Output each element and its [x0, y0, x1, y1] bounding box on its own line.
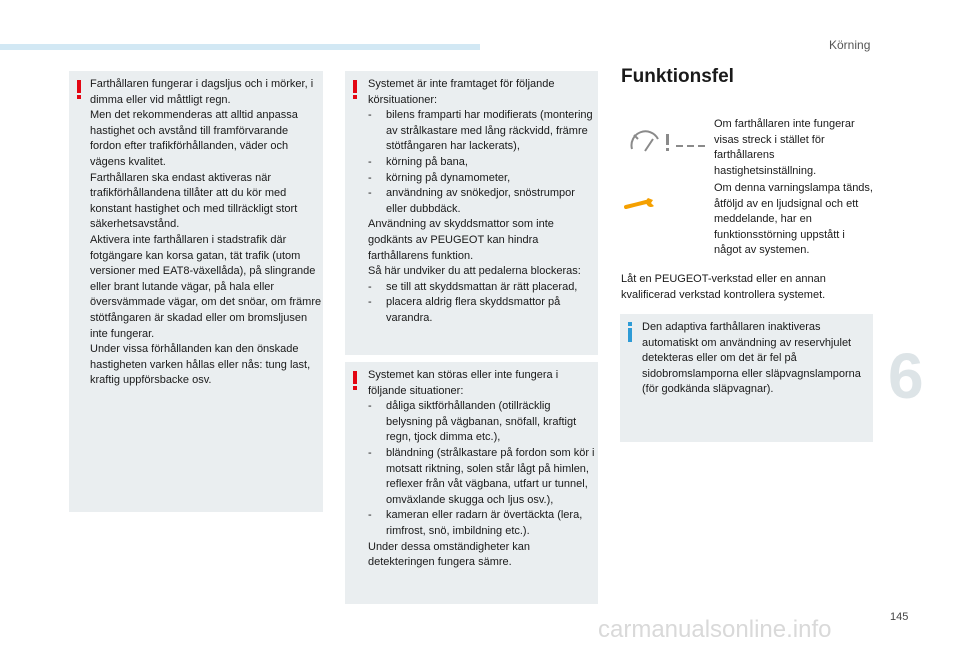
watermark: carmanualsonline.info — [598, 616, 832, 643]
page-number: 145 — [890, 611, 909, 623]
list-item: - kameran eller radarn är övertäckta (lera, rimfrost, snö, imbildning etc.). — [368, 508, 596, 539]
warning-icon — [351, 80, 359, 100]
service-advice: Låt en PEUGEOT-verkstad eller en annan kvalificerad verkstad kontrollera systemet. — [621, 273, 826, 301]
paragraph: Användning av skyddsmattor som inte godkänts av PEUGEOT kan hindra farthållarens funktion. — [368, 218, 554, 262]
paragraph: Under dessa omständigheter kan detekteringen fungera sämre. — [368, 540, 531, 569]
section-title: Körning — [829, 38, 871, 52]
chapter-number: 6 — [888, 340, 924, 412]
fault-description-2: Om denna varningslampa tänds, åtföljd av en ljudsignal och ett meddelande, har en funktionsstörning uppstått i något av systemen. — [714, 182, 873, 257]
section-heading: Funktionsfel — [621, 66, 734, 87]
disturbance-list — [368, 399, 596, 539]
warning-text-mid-top — [368, 77, 596, 327]
list-item: - användning av snökedjor, snöstrumpor eller dubbdäck. — [368, 186, 596, 217]
list-item: - körning på bana, — [368, 155, 596, 171]
paragraph: Systemet kan störas eller inte fungera i följande situationer: — [368, 369, 559, 397]
paragraph: Farthållaren ska endast aktiveras när trafikförhållandena tillåter att du kör med konstant hastighet och med tillräckligt stort säkerhetsavstånd. — [90, 171, 298, 231]
info-icon — [626, 322, 634, 342]
warning-icon — [351, 371, 359, 391]
warning-text-left — [90, 77, 322, 389]
list-item: - dåliga siktförhållanden (otillräcklig belysning på vägbanan, snöfall, kraftigt regn, tjock dimma etc.), — [368, 399, 596, 446]
list-item: - placera aldrig flera skyddsmattor på varandra. — [368, 295, 596, 326]
paragraph: Men det rekommenderas att alltid anpassa hastighet och avstånd till framförvarande fordon efter trafikförhållanden, väder och vägens kvalitet. — [90, 109, 298, 168]
paragraph: Under vissa förhållanden kan den önskade hastigheten varken hållas eller nås: tung last, kraftig uppförsbacke osv. — [90, 343, 311, 387]
warning-icon — [75, 80, 83, 100]
info-text: Den adaptiva farthållaren inaktiveras automatiskt om användning av reservhjulet detekteras eller om det är fel på sidobromslamporna eller släpvagnslamporna (för godkända släpvagnar). — [642, 321, 861, 396]
warning-text-mid-bottom — [368, 368, 596, 571]
paragraph: Aktivera inte farthållaren i stadstrafik där fotgängare kan korsa gatan, tät trafik (utom versioner med EAT8-växellåda), på slingrande eller brant lutande vägar, på hala eller översvämmade vägar, om det snöar, om främre stötfångaren är skadad eller om bromsljusen inte fungerar. — [90, 233, 322, 340]
paragraph: Så här undviker du att pedalerna blockeras: — [368, 265, 581, 278]
fault-description-1: Om farthållaren inte fungerar visas streck i stället för farthållarens hastighetsinställning. — [714, 118, 855, 177]
list-item: - bländning (strålkastare på fordon som kör i motsatt riktning, solen står lågt på himlen, reflexer från våt vägbana, utfart ur tunnel, omväxlande skugga och ljus osv.), — [368, 446, 596, 508]
cruise-control-dashes-icon — [628, 125, 706, 161]
list-item: - körning på dynamometer, — [368, 171, 596, 187]
wrench-warning-icon — [624, 194, 660, 212]
header-bar — [0, 44, 480, 50]
paragraph: Farthållaren fungerar i dagsljus och i mörker, i dimma eller vid måttligt regn. — [90, 78, 314, 106]
list-item: - bilens framparti har modifierats (montering av strålkastare med lång räckvidd, främre stötfångaren har lackerats), — [368, 108, 596, 155]
situation-list — [368, 108, 596, 217]
pedal-list — [368, 280, 596, 327]
paragraph: Systemet är inte framtaget för följande körsituationer: — [368, 78, 555, 106]
list-item: - se till att skyddsmattan är rätt placerad, — [368, 280, 596, 296]
